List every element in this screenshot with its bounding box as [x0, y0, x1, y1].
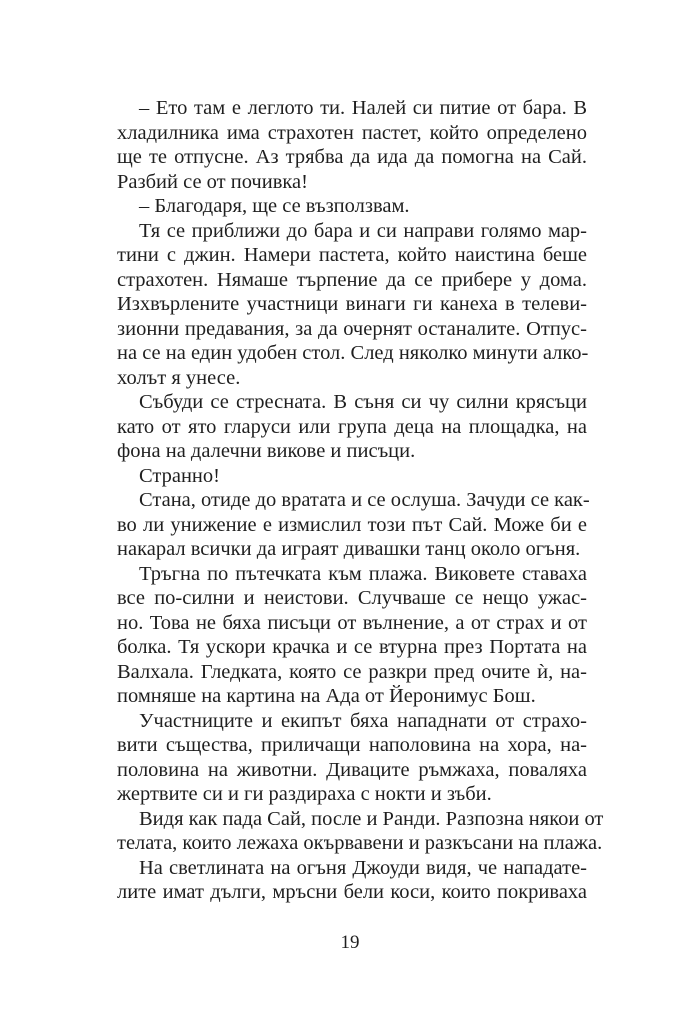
text-line: холът я унесе. — [117, 367, 241, 389]
text-line: фона на далечни викове и писъци. — [117, 440, 416, 462]
text-line: жертвите си и ги раздираха с нокти и зъби. — [117, 783, 492, 805]
text-line: лите имат дълги, мръсни бели коси, които покриваха — [117, 881, 587, 903]
text-line: Събуди се стресната. В съня си чу силни крясъци — [139, 391, 587, 413]
text-line: като от ято гларуси или група деца на площадка, на — [117, 416, 587, 438]
text-line: – Ето там е леглото ти. Налей си питие от бара. В — [139, 97, 587, 119]
text-line: Странно! — [139, 465, 220, 487]
text-line: болка. Тя ускори крачка и се втурна през Портата на — [117, 636, 587, 658]
text-line: Тръгна по пътечката към плажа. Виковете ставаха — [139, 563, 587, 585]
text-line: телата, които лежаха окървавени и разкъсани на плажа. — [117, 832, 603, 854]
text-line: – Благодаря, ще се възползвам. — [139, 195, 410, 217]
text-line: Изхвърлените участници винаги ги канеха в телеви- — [117, 293, 587, 315]
text-line: зионни предавания, за да очернят останалите. Отпус- — [117, 318, 587, 340]
text-line: Разбий се от почивка! — [117, 171, 308, 193]
text-line: Видя как пада Сай, после и Ранди. Разпозна някои от — [139, 808, 604, 830]
text-line: помняше на картина на Ада от Йеронимус Бош. — [117, 685, 536, 707]
text-line: накарал всички да играят дивашки танц около огъня. — [117, 538, 581, 560]
text-line: Участниците и екипът бяха нападнати от страхо- — [139, 710, 587, 732]
text-line: на се на един удобен стол. След няколко минути алко- — [117, 342, 589, 364]
text-line: ще те отпусне. Аз трябва да ида да помогна на Сай. — [117, 146, 587, 168]
text-line: страхотен. Нямаше търпение да се прибере у дома. — [117, 269, 587, 291]
page-number: 19 — [340, 932, 360, 953]
text-line: Валхала. Гледката, която се разкри пред очите ѝ, на- — [117, 661, 587, 683]
text-line: все по-силни и неистови. Случваше се нещо ужас- — [117, 587, 587, 609]
text-line: Тя се приближи до бара и си направи голямо мар- — [139, 220, 587, 242]
text-line: но. Това не бяха писъци от вълнение, а от страх и от — [117, 612, 587, 634]
text-line: тини с джин. Намери пастета, който наистина беше — [117, 244, 587, 266]
text-line: На светлината на огъня Джоуди видя, че нападате- — [139, 857, 587, 879]
text-line: во ли унижение е измислил този път Сай. Може би е — [117, 514, 587, 536]
text-line: половина на животни. Диваците ръмжаха, поваляха — [117, 759, 587, 781]
text-line: Стана, отиде до вратата и се ослуша. Зачуди се как- — [139, 489, 590, 511]
text-line: хладилника има страхотен пастет, който определено — [117, 122, 587, 144]
text-line: вити същества, приличащи наполовина на хора, на- — [117, 734, 587, 756]
